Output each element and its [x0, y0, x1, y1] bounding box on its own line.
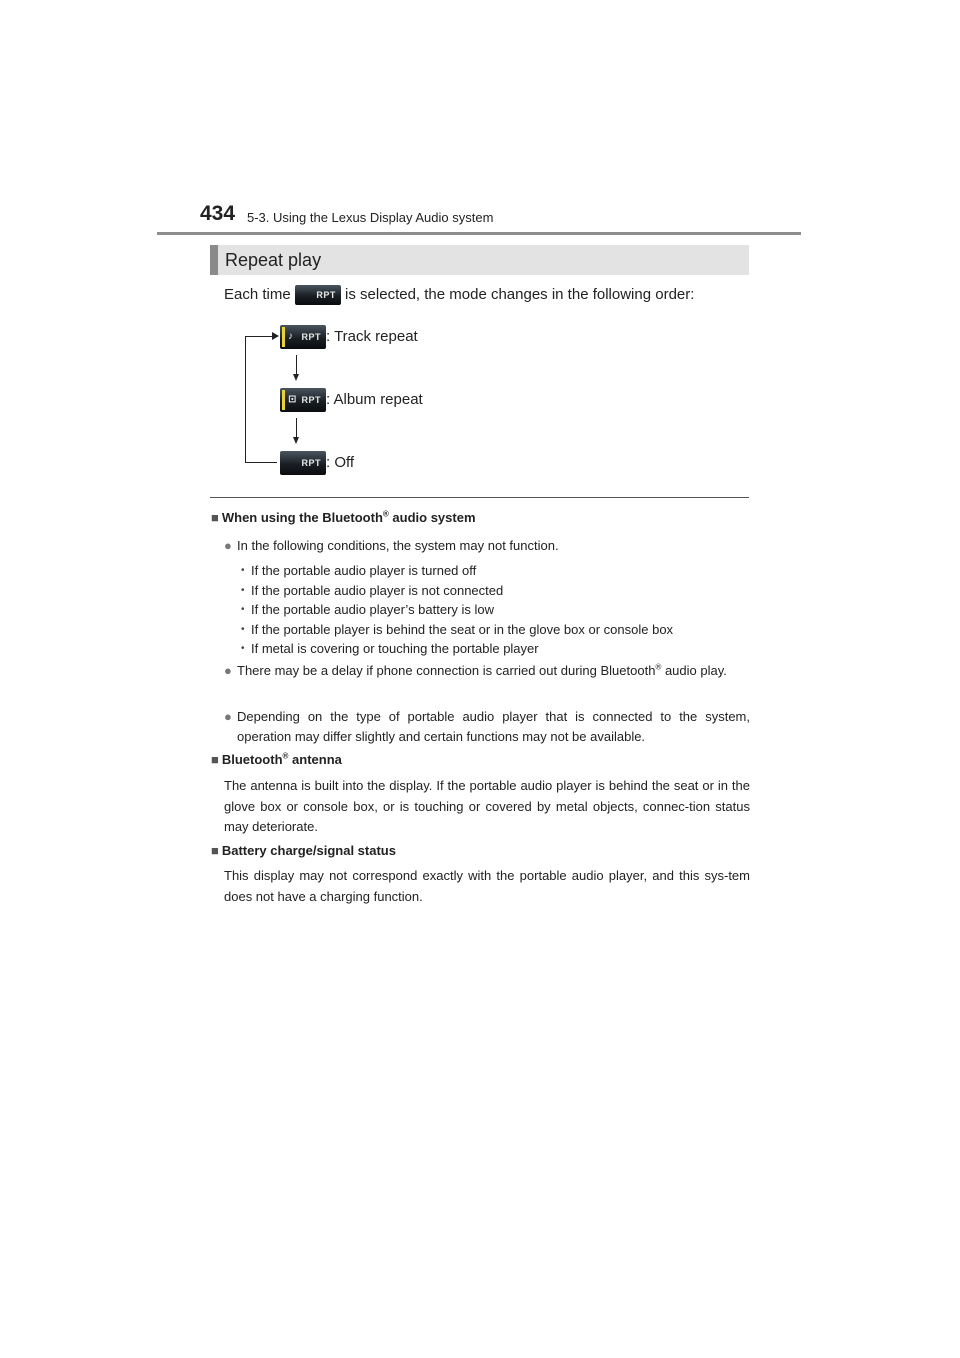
battery-text: This display may not correspond exactly with the portable audio player, and this sys-tem does not have a charging function. [224, 868, 750, 904]
square-bullet-icon: ■ [211, 843, 219, 858]
intro-text [224, 285, 694, 305]
cycle-loop-line [245, 336, 246, 463]
cycle-arrow-icon [272, 332, 279, 340]
rpt-button-icon [295, 285, 341, 305]
rpt-label: RPT [301, 458, 321, 469]
intro-before: Each time [224, 286, 291, 303]
album-icon: ⊡ [288, 394, 297, 406]
chapter-title: 5-3. Using the Lexus Display Audio system [247, 210, 494, 225]
header-divider [157, 232, 801, 235]
bullet-text: In the following conditions, the system may not function. [237, 538, 559, 553]
heading-suffix: antenna [288, 752, 342, 767]
heading-text: Battery charge/signal status [221, 843, 396, 858]
heading-text: When using the Bluetooth [221, 510, 383, 525]
antenna-text: The antenna is built into the display. If the portable audio player is behind the seat or in the glove box or console box, or is touching or covered by metal objects, connec-tion status may deteriorate. [224, 778, 750, 834]
registered-mark: ® [382, 509, 389, 519]
registered-mark: ® [655, 662, 662, 672]
square-bullet-icon: ■ [211, 510, 219, 525]
circle-bullet-icon: ● [224, 538, 232, 553]
bullet-text-part: audio play. [661, 663, 727, 678]
track-repeat-rpt-icon [280, 325, 326, 349]
circle-bullet-icon: ● [224, 709, 232, 724]
down-arrow-icon [296, 418, 297, 438]
conditions-list [241, 561, 673, 659]
note-heading-antenna [211, 752, 342, 767]
note-icon: ♪ [288, 331, 294, 343]
cycle-loop-bottom [245, 462, 277, 463]
circle-bullet-icon: ● [224, 663, 232, 678]
heading-suffix: audio system [388, 510, 476, 525]
section-title: Repeat play [210, 245, 749, 275]
note-heading-bluetooth-audio [211, 510, 476, 525]
list-item: • If the portable audio player is turned off [241, 561, 673, 581]
mode-album-repeat [280, 388, 423, 412]
rpt-label: RPT [301, 395, 321, 406]
page-number: 434 [200, 202, 236, 225]
album-repeat-rpt-icon [280, 388, 326, 412]
registered-mark: ® [282, 751, 289, 761]
mode-off [280, 451, 354, 475]
intro-after: is selected, the mode changes in the following order: [345, 286, 695, 303]
mode-label: : Album repeat [326, 391, 423, 408]
mode-label: : Off [326, 454, 355, 471]
off-rpt-icon [280, 451, 326, 475]
mode-track-repeat [280, 325, 418, 349]
bullet-text: Depending on the type of portable audio player that is connected to the system, operation may differ slightly and certain functions may not be available. [237, 709, 750, 744]
list-item: • If metal is covering or touching the portable player [241, 639, 673, 659]
section-divider [210, 497, 749, 498]
bullet-text-part: There may be a delay if phone connection is carried out during Bluetooth [237, 663, 656, 678]
list-item: • If the portable audio player’s battery is low [241, 600, 673, 620]
list-item: • If the portable player is behind the seat or in the glove box or console box [241, 620, 673, 640]
list-item: • If the portable audio player is not connected [241, 581, 673, 601]
down-arrow-icon [296, 355, 297, 375]
rpt-label: RPT [301, 332, 321, 343]
bullet-text [224, 661, 750, 681]
heading-text: Bluetooth [221, 752, 283, 767]
mode-label: : Track repeat [326, 328, 418, 345]
cycle-loop-top [245, 336, 273, 337]
bullet-player-type [224, 707, 750, 746]
rpt-button-label: RPT [316, 290, 336, 301]
note-heading-battery [211, 843, 396, 858]
bullet-phone-delay [224, 661, 750, 681]
bullet-conditions [224, 536, 750, 556]
square-bullet-icon: ■ [211, 752, 219, 767]
